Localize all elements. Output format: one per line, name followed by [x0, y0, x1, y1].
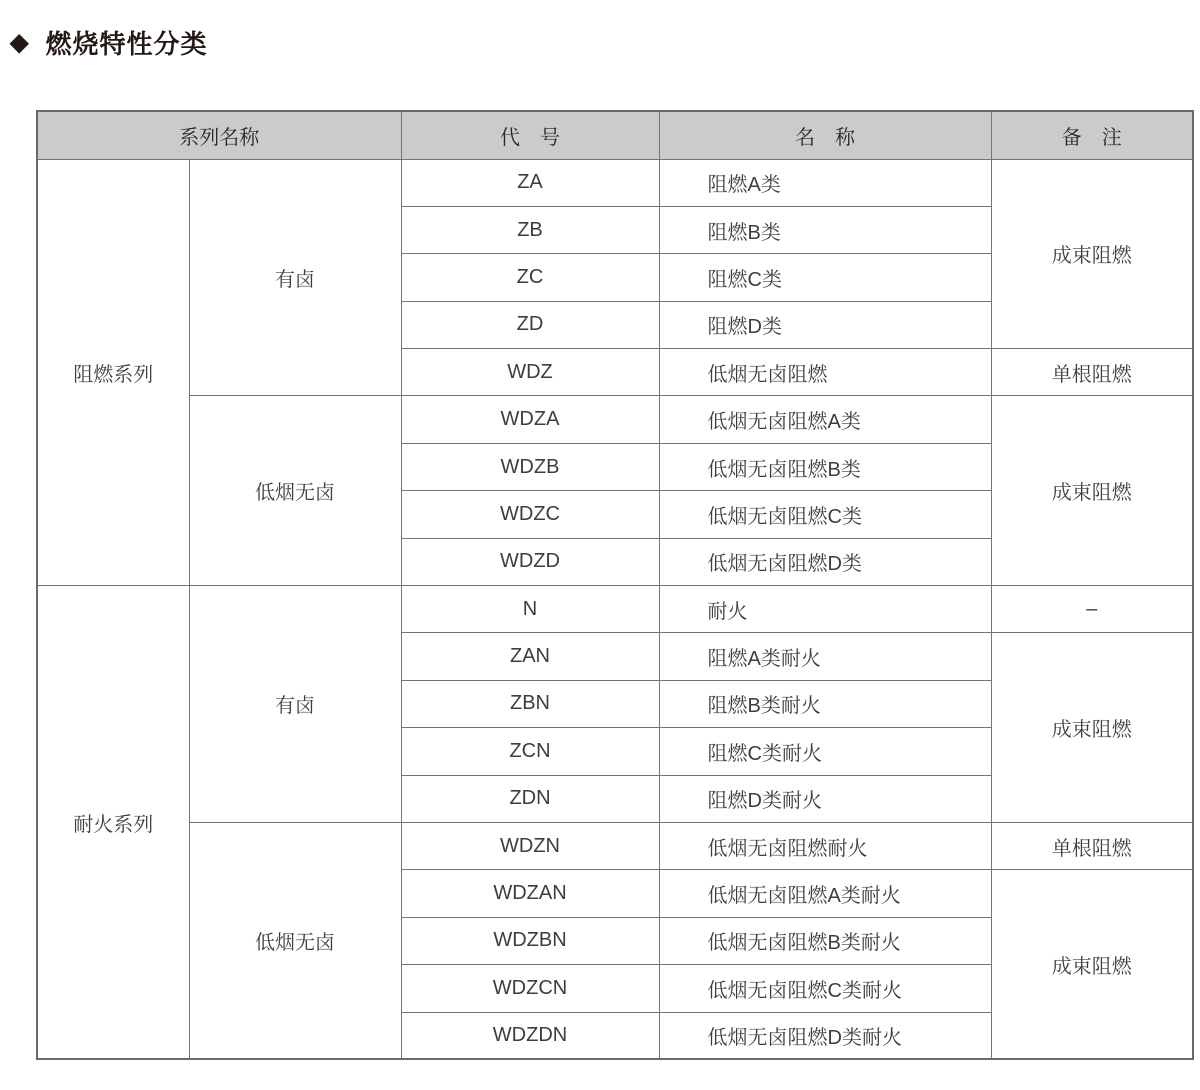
cell-code: WDZCN [401, 965, 659, 1012]
cell-code: WDZD [401, 538, 659, 585]
cell-name: 阻燃A类 [659, 159, 991, 206]
cell-name: 阻燃D类 [659, 301, 991, 348]
cell-name: 阻燃B类 [659, 206, 991, 253]
cell-code: ZA [401, 159, 659, 206]
cell-code: ZB [401, 206, 659, 253]
table-row [37, 396, 1193, 443]
col-header-code: 代 号 [401, 111, 659, 159]
cell-subgroup: 低烟无卤 [189, 396, 401, 586]
cell-code: N [401, 586, 659, 633]
cell-subgroup: 低烟无卤 [189, 822, 401, 1059]
classification-table [36, 110, 1194, 1060]
col-header-series: 系列名称 [37, 111, 401, 159]
cell-code: ZC [401, 254, 659, 301]
cell-name: 低烟无卤阻燃A类耐火 [659, 870, 991, 917]
header-row [37, 111, 1193, 159]
table-body [37, 159, 1193, 1059]
table-row [37, 822, 1193, 869]
cell-name: 低烟无卤阻燃B类 [659, 443, 991, 490]
table-row [37, 586, 1193, 633]
cell-name: 低烟无卤阻燃B类耐火 [659, 917, 991, 964]
cell-code: ZAN [401, 633, 659, 680]
cell-remark: 单根阻燃 [991, 349, 1193, 396]
cell-name: 耐火 [659, 586, 991, 633]
cell-remark: 成束阻燃 [991, 633, 1193, 823]
col-header-name: 名 称 [659, 111, 991, 159]
table-row [37, 159, 1193, 206]
cell-remark: 成束阻燃 [991, 159, 1193, 349]
cell-code: WDZ [401, 349, 659, 396]
table-header [37, 111, 1193, 159]
cell-subgroup: 有卤 [189, 159, 401, 396]
cell-name: 低烟无卤阻燃耐火 [659, 822, 991, 869]
cell-code: ZBN [401, 680, 659, 727]
cell-name: 低烟无卤阻燃A类 [659, 396, 991, 443]
cell-code: WDZC [401, 491, 659, 538]
cell-name: 低烟无卤阻燃 [659, 349, 991, 396]
cell-name: 阻燃C类 [659, 254, 991, 301]
cell-name: 阻燃C类耐火 [659, 728, 991, 775]
cell-code: ZD [401, 301, 659, 348]
cell-series: 耐火系列 [37, 586, 189, 1060]
page-title [10, 24, 207, 61]
col-header-remark: 备 注 [991, 111, 1193, 159]
cell-code: WDZN [401, 822, 659, 869]
cell-code: WDZAN [401, 870, 659, 917]
cell-code: WDZA [401, 396, 659, 443]
cell-remark: – [991, 586, 1193, 633]
cell-subgroup: 有卤 [189, 586, 401, 823]
cell-name: 低烟无卤阻燃C类 [659, 491, 991, 538]
cell-name: 低烟无卤阻燃D类 [659, 538, 991, 585]
cell-code: WDZDN [401, 1012, 659, 1059]
cell-code: WDZBN [401, 917, 659, 964]
cell-name: 低烟无卤阻燃D类耐火 [659, 1012, 991, 1059]
cell-name: 阻燃D类耐火 [659, 775, 991, 822]
cell-remark: 成束阻燃 [991, 396, 1193, 586]
cell-name: 阻燃B类耐火 [659, 680, 991, 727]
cell-code: ZCN [401, 728, 659, 775]
cell-code: ZDN [401, 775, 659, 822]
cell-code: WDZB [401, 443, 659, 490]
cell-name: 阻燃A类耐火 [659, 633, 991, 680]
cell-series: 阻燃系列 [37, 159, 189, 586]
page-title-text: 燃烧特性分类 [45, 29, 208, 59]
diamond-bullet-icon: ◆ [10, 28, 30, 56]
cell-remark: 成束阻燃 [991, 870, 1193, 1060]
cell-remark: 单根阻燃 [991, 822, 1193, 869]
cell-name: 低烟无卤阻燃C类耐火 [659, 965, 991, 1012]
